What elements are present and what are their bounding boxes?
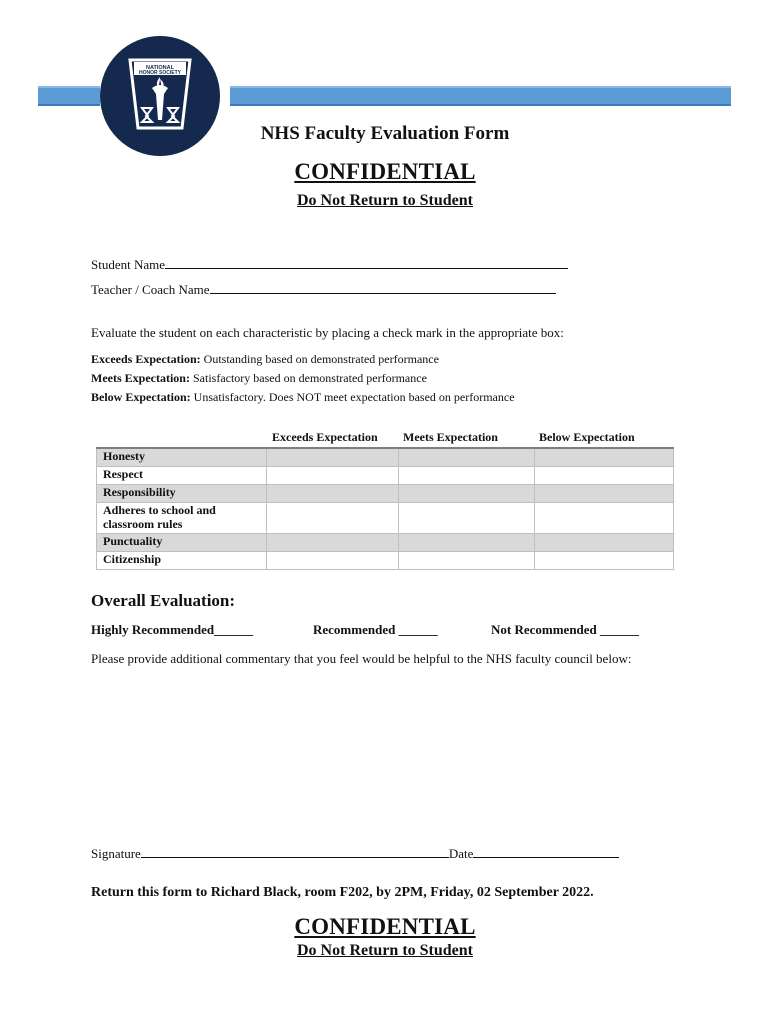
table-row (97, 534, 674, 552)
checkbox-rules-below[interactable] (535, 503, 674, 534)
checkbox-responsibility-meets[interactable] (399, 485, 535, 503)
teacher-name-label: Teacher / Coach Name (91, 282, 210, 297)
checkbox-respect-meets[interactable] (399, 467, 535, 485)
checkbox-responsibility-below[interactable] (535, 485, 674, 503)
checkbox-punctuality-exceeds[interactable] (267, 534, 399, 552)
checkbox-punctuality-meets[interactable] (399, 534, 535, 552)
evaluation-table (96, 447, 674, 570)
form-title: NHS Faculty Evaluation Form (260, 123, 510, 144)
header-band-left (38, 86, 100, 106)
row-label-honesty: Honesty (97, 448, 267, 467)
col-header-meets: Meets Expectation (403, 430, 498, 444)
checkbox-honesty-exceeds[interactable] (267, 448, 399, 467)
row-label-respect: Respect (97, 467, 267, 485)
meets-term: Meets Expectation: (91, 371, 190, 385)
row-label-punctuality: Punctuality (97, 534, 267, 552)
row-label-citizenship: Citizenship (97, 552, 267, 570)
confidential-heading: CONFIDENTIAL (294, 159, 476, 184)
exceeds-desc: Outstanding based on demonstrated performance (200, 352, 439, 366)
date-label: Date (448, 846, 474, 861)
student-name-field[interactable] (91, 257, 568, 273)
table-row (97, 448, 674, 467)
signature-date-row (91, 846, 619, 862)
table-row (97, 485, 674, 503)
overall-evaluation-heading: Overall Evaluation: (91, 591, 236, 610)
table-row (97, 467, 674, 485)
date-line[interactable] (473, 846, 619, 858)
not-recommended-option[interactable]: Not Recommended ______ (491, 622, 640, 637)
meets-desc: Satisfactory based on demonstrated performance (189, 371, 427, 385)
checkbox-respect-exceeds[interactable] (267, 467, 399, 485)
teacher-name-line[interactable] (210, 282, 556, 294)
signature-line[interactable] (141, 846, 449, 858)
commentary-prompt: Please provide additional commentary that you feel would be helpful to the NHS faculty council below: (91, 651, 632, 666)
checkbox-rules-exceeds[interactable] (267, 503, 399, 534)
exceeds-definition (91, 352, 439, 367)
signature-label: Signature (91, 846, 141, 861)
highly-recommended-option[interactable]: Highly Recommended______ (91, 622, 254, 637)
header-band-right (230, 86, 731, 106)
col-header-exceeds: Exceeds Expectation (272, 430, 378, 444)
below-desc: Unsatisfactory. Does NOT meet expectation based on performance (190, 390, 515, 404)
table-row (97, 503, 674, 534)
footer-confidential-heading: CONFIDENTIAL (294, 914, 476, 939)
do-not-return-notice: Do Not Return to Student (297, 192, 473, 209)
student-name-line[interactable] (165, 257, 568, 269)
checkbox-punctuality-below[interactable] (535, 534, 674, 552)
col-header-below: Below Expectation (539, 430, 635, 444)
meets-definition (91, 371, 427, 386)
checkbox-honesty-meets[interactable] (399, 448, 535, 467)
checkbox-citizenship-exceeds[interactable] (267, 552, 399, 570)
checkbox-rules-meets[interactable] (399, 503, 535, 534)
commentary-area[interactable] (91, 675, 676, 835)
below-definition (91, 390, 515, 405)
student-name-label: Student Name (91, 257, 166, 272)
checkbox-honesty-below[interactable] (535, 448, 674, 467)
checkbox-citizenship-meets[interactable] (399, 552, 535, 570)
row-label-responsibility: Responsibility (97, 485, 267, 503)
logo-text-line1: NATIONAL (145, 65, 175, 71)
instructions-intro: Evaluate the student on each characteristic by placing a check mark in the appropriate box: (91, 325, 564, 340)
row-label-rules: Adheres to school and classroom rules (97, 503, 267, 534)
exceeds-term: Exceeds Expectation: (91, 352, 201, 366)
below-term: Below Expectation: (91, 390, 191, 404)
checkbox-respect-below[interactable] (535, 467, 674, 485)
recommended-option[interactable]: Recommended ______ (313, 622, 438, 637)
return-instructions: Return this form to Richard Black, room F202, by 2PM, Friday, 02 September 2022. (91, 885, 594, 900)
teacher-name-field[interactable] (91, 282, 556, 298)
checkbox-citizenship-below[interactable] (535, 552, 674, 570)
logo-text-line2: HONOR SOCIETY (139, 70, 181, 76)
footer-do-not-return-notice: Do Not Return to Student (297, 942, 473, 959)
table-row (97, 552, 674, 570)
checkbox-responsibility-exceeds[interactable] (267, 485, 399, 503)
